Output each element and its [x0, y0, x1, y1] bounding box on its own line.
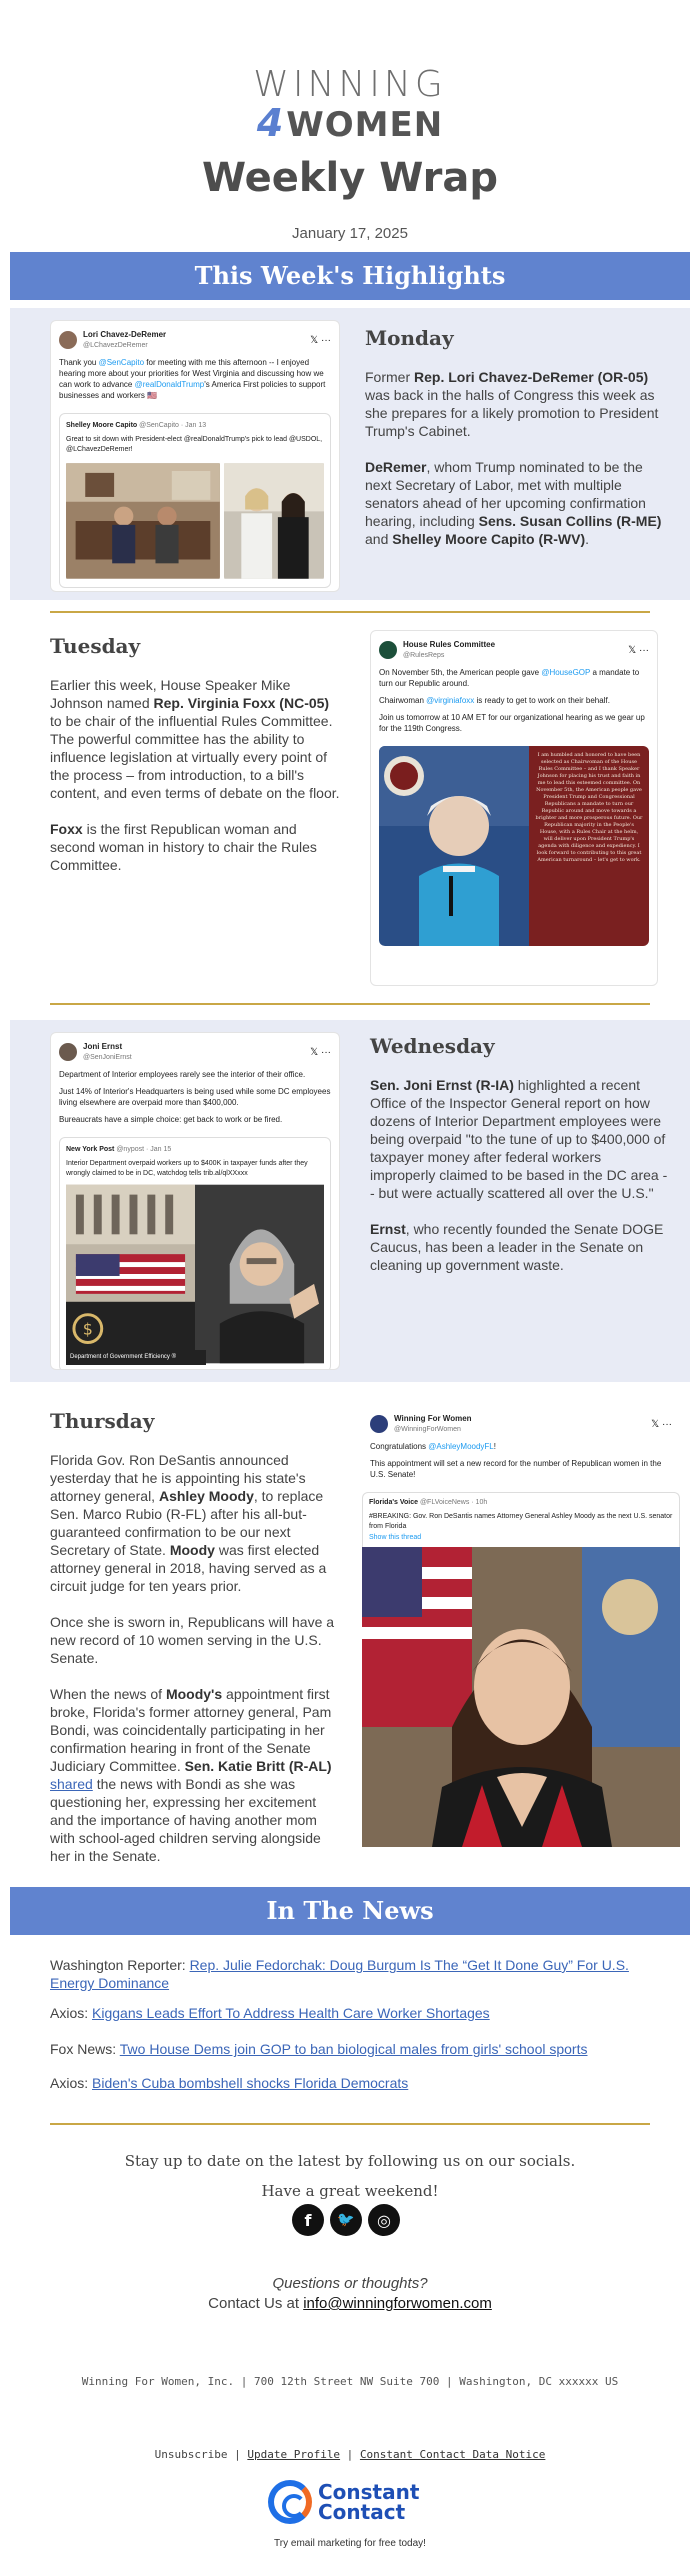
tweet-text: On November 5th, the American people gave @HouseGOP a mandate to turn our Republic around. Chairwoman @virginiafoxx is ready to get to work on their behalf. Join us tomorrow at 10 AM ET for our organizational hearing as we gear up for the 119th Congress.	[379, 668, 645, 733]
tuesday-section	[10, 622, 690, 992]
wednesday-text	[370, 1034, 670, 1292]
footer-links: Unsubscribe | Update Profile | Constant Contact Data Notice	[154, 2448, 546, 2461]
socials-message: Stay up to date on the latest by following us on our socials.	[124, 2152, 576, 2170]
day-heading: Tuesday	[50, 634, 141, 658]
unsubscribe-link[interactable]: Unsubscribe	[154, 2448, 228, 2461]
tweet-author-name: House Rules Committee	[403, 640, 496, 649]
tweet-image	[379, 746, 649, 946]
facebook-icon[interactable]: f	[292, 2204, 324, 2236]
instagram-icon[interactable]: ◎	[368, 2204, 400, 2236]
quoted-tweet[interactable]: Florida's Voice @FLVoiceNews · 10h #BREAKING: Gov. Ron DeSantis names Attorney General Ashley Moody as the next U.S. senator from Florida Show this thread	[362, 1492, 680, 1850]
social-icons	[292, 2204, 400, 2236]
svg-text:$: $	[82, 1319, 93, 1339]
tweet-author-handle: @RulesReps	[403, 652, 445, 659]
newsletter-date: January 17, 2025	[292, 225, 408, 242]
avatar	[379, 641, 397, 659]
thursday-section	[10, 1395, 690, 1871]
news-link[interactable]: Two House Dems join GOP to ban biological males from girls' school sports	[119, 2041, 588, 2057]
wednesday-section	[10, 1020, 690, 1382]
paragraph: Ernst, who recently founded the Senate DOGE Caucus, has been a leader in the Senate on cleaning up government waste.	[370, 1221, 664, 1273]
logo-word-women: 4WOMEN	[256, 101, 444, 145]
x-logo-icon: 𝕏 ···	[628, 644, 649, 656]
monday-text	[365, 326, 665, 566]
x-logo-icon: 𝕏 ···	[310, 334, 331, 346]
in-the-news-banner: In The News	[10, 1887, 690, 1935]
tweet-author-handle: @LChavezDeRemer	[83, 342, 148, 349]
paragraph: Former Rep. Lori Chavez-DeRemer (OR-05) was back in the halls of Congress this week as she prepares for a likely promotion to President Trump's Cabinet.	[365, 369, 659, 439]
tweet-author-handle: @WinningForWomen	[394, 1426, 461, 1433]
monday-tweet-card[interactable]	[50, 320, 340, 592]
data-notice-link[interactable]: Constant Contact Data Notice	[359, 2448, 546, 2461]
tweet-author-name: Lori Chavez-DeRemer	[83, 330, 167, 339]
quoted-tweet[interactable]: New York Post @nypost · Jan 15 Interior Department overpaid workers up to $400K in taxpayer funds after they wrongly claimed to be in DC, watchdog tells trib.al/qlXXxxx $ Department of Government Efficiency ®	[59, 1137, 331, 1370]
interior-building-photo	[66, 1184, 195, 1364]
paragraph: Florida Gov. Ron DeSantis announced yesterday that he is appointing his state's attorney general, Ashley Moody, to replace Sen. Marco Rubio (R-FL) after his all-but-guaranteed confirmation to be our next Secretary of State. Moody was first elected attorney general in 2018, having served as a circuit judge for ten years prior.	[50, 1452, 327, 1594]
paragraph: Earlier this week, House Speaker Mike Johnson named Rep. Virginia Foxx (NC-05) to be chair of the influential Rules Committee. The powerful committee has the ability to influence legislation at virtually every point of the process – from introduction, to a bill's content, and even terms of debate on the floor.	[50, 677, 340, 801]
show-thread-link[interactable]: Show this thread	[369, 1534, 422, 1541]
day-heading: Thursday	[50, 1409, 155, 1433]
tweet-text: Department of Interior employees rarely see the interior of their office. Just 14% of Interior's Headquarters is being used while some DC employees living elsewhere are overpaid more than $400,000. Bureaucrats have a simple choice: get back to work or be fired.	[59, 1070, 331, 1124]
tuesday-tweet-card[interactable]	[370, 630, 658, 986]
avatar	[59, 1043, 77, 1061]
doge-badge: Department of Government Efficiency ®	[66, 1350, 206, 1365]
news-item: Washington Reporter: Rep. Julie Fedorchak: Doug Burgum Is The “Get It Done Guy” For U.S. Energy Dominance	[50, 1957, 629, 1991]
update-profile-link[interactable]: Update Profile	[247, 2448, 341, 2461]
news-item: Axios: Kiggans Leads Effort To Address Health Care Worker Shortages	[50, 2005, 490, 2021]
ernst-portrait-photo	[195, 1184, 324, 1364]
avatar	[59, 331, 77, 349]
contact-email-link[interactable]: info@winningforwomen.com	[303, 2295, 492, 2312]
news-link[interactable]: Kiggans Leads Effort To Address Health Care Worker Shortages	[92, 2005, 490, 2021]
newsletter-title: Weekly Wrap	[201, 155, 499, 201]
x-logo-icon: 𝕏 ···	[310, 1046, 331, 1058]
tweet-text: Thank you @SenCapito for meeting with me this afternoon -- I enjoyed hearing more about your priorities for West Virginia and discussing how we can work to advance @realDonaldTrump's America First policies to support businesses and workers 🇺🇸	[59, 358, 326, 400]
paragraph: Sen. Joni Ernst (R-IA) highlighted a recent Office of the Inspector General report on how dozens of Interior Department employees were being overpaid "to the tune of up to $400,000 of taxpayer money after federal workers improperly claimed to be based in the DC area -- but were actually scattered all over the U.S."	[370, 1077, 668, 1201]
portrait-photo-two-women	[224, 461, 324, 581]
tweet-author-name: Winning For Women	[394, 1414, 472, 1423]
quoted-tweet[interactable]: Shelley Moore Capito @SenCapito · Jan 13 Great to sit down with President-elect @realDonaldTrump's pick to lead @USDOL, @LChavezDeRemer!	[59, 413, 331, 588]
section-divider	[50, 2123, 650, 2125]
constant-contact-tagline[interactable]: Try email marketing for free today!	[274, 2538, 426, 2549]
news-item: Axios: Biden's Cuba bombshell shocks Florida Democrats	[50, 2075, 409, 2091]
monday-section	[10, 308, 690, 600]
tweet-text: Congratulations @AshleyMoodyFL! This appointment will set a new record for the number of Republican women in the U.S. Senate!	[370, 1442, 662, 1479]
foxx-speaking-photo	[379, 746, 529, 946]
questions-text: Questions or thoughts?	[272, 2275, 428, 2292]
day-heading: Monday	[365, 326, 454, 350]
winning-for-women-logo	[0, 66, 700, 144]
constant-contact-ring-icon	[268, 2480, 312, 2524]
shared-link[interactable]: shared	[50, 1776, 93, 1792]
tweet-author-name: Joni Ernst	[83, 1042, 123, 1051]
logo-word-winning: WINNING	[253, 64, 447, 105]
wednesday-tweet-card[interactable]	[50, 1032, 340, 1370]
news-link[interactable]: Rep. Julie Fedorchak: Doug Burgum Is The “Get It Done Guy” For U.S. Energy Dominance	[50, 1957, 629, 1991]
office-meeting-photo	[66, 461, 220, 581]
paragraph: Once she is sworn in, Republicans will have a new record of 10 women serving in the U.S. Senate.	[50, 1614, 335, 1666]
highlights-banner: This Week's Highlights	[10, 252, 690, 300]
section-divider	[50, 611, 650, 613]
news-item: Fox News: Two House Dems join GOP to ban biological males from girls' school sports	[50, 2041, 588, 2057]
day-heading: Wednesday	[370, 1034, 495, 1058]
thursday-text	[50, 1409, 340, 1883]
thursday-tweet-card[interactable]	[362, 1405, 680, 1861]
moody-portrait-photo	[362, 1547, 680, 1847]
paragraph: Foxx is the first Republican woman and second woman in history to chair the Rules Committee.	[50, 821, 317, 873]
paragraph: DeRemer, whom Trump nominated to be the next Secretary of Labor, met with multiple senators ahead of her upcoming confirmation hearing, including Sens. Susan Collins (R-ME) and Shelley Moore Capito (R-WV).	[365, 459, 662, 547]
x-logo-icon: 𝕏 ···	[651, 1418, 672, 1430]
tweet-author-handle: @SenJoniErnst	[83, 1054, 132, 1061]
twitter-icon[interactable]: 🐦	[330, 2204, 362, 2236]
contact-block	[0, 2274, 700, 2314]
weekend-message: Have a great weekend!	[261, 2182, 439, 2200]
paragraph: When the news of Moody's appointment first broke, Florida's former attorney general, Pam Bondi, was coincidentally participating in her confirmation hearing in front of the Senate Judiciary Committee. Sen. Katie Britt (R-AL) shared the news with Bondi as she was questioning her, expressing her excitement and the importance of having another mom with school-aged children serving alongside her in the Senate.	[50, 1686, 332, 1864]
news-link[interactable]: Biden's Cuba bombshell shocks Florida Democrats	[92, 2075, 409, 2091]
statement-text: I am humbled and honored to have been selected as Chairwoman of the House Rules Committee – and I thank Speaker Johnson for placing his trust and faith in me to lead this esteemed committee. On November 5th, the American people gave President Trump and Congressional Republicans a mandate to turn our Republic around and move towards a brighter and more prosperous future. Our Republican majority in the People's House, with a Rules Chair at the helm, will deliver upon President Trump's agenda with diligence and expediency. I look forward to contributing to this great American turnaround – let's get to work.	[529, 746, 649, 946]
avatar	[370, 1415, 388, 1433]
contact-line: Contact Us at info@winningforwomen.com	[208, 2295, 492, 2312]
tuesday-text	[50, 634, 340, 892]
constant-contact-logo[interactable]: Constant Contact	[268, 2480, 419, 2524]
mailing-address: Winning For Women, Inc. | 700 12th Street NW Suite 700 | Washington, DC xxxxxx US	[81, 2375, 619, 2388]
section-divider	[50, 1003, 650, 1005]
